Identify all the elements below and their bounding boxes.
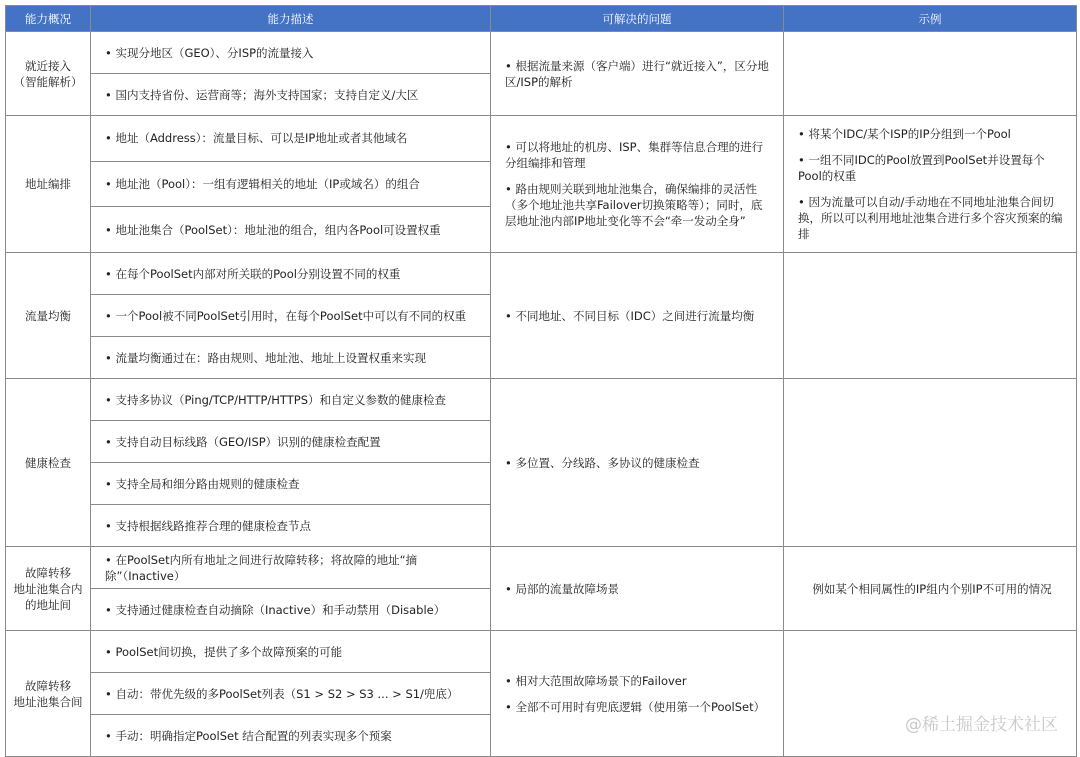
problem-item (505, 181, 771, 229)
description-cell (91, 74, 491, 116)
problem-text: 局部的流量故障场景 (515, 581, 619, 596)
category-label: 就近接入 (25, 58, 71, 73)
problem-text: 多位置、分线路、多协议的健康检查 (515, 455, 700, 470)
table-row (6, 32, 1077, 74)
category-label: 的地址间 (25, 597, 71, 612)
problem-cell (491, 253, 784, 379)
problem-item (505, 455, 771, 471)
problem-text: 相对大范围故障场景下的Failover (515, 673, 687, 688)
description-text: 支持多协议（Ping/TCP/HTTP/HTTPS）和自定义参数的健康检查 (115, 392, 447, 407)
problem-text: 路由规则关联到地址池集合，确保编排的灵活性（多个地址池共享Failover切换策略等）；同时，底层地址池内部IP地址变化等不会“牵一发动全身” (505, 182, 763, 228)
description-text: PoolSet间切换，提供了多个故障预案的可能 (115, 644, 343, 659)
description-cell (91, 631, 491, 673)
description-cell (91, 673, 491, 715)
header-problems: 可解决的问题 (491, 6, 784, 32)
example-cell (784, 631, 1077, 757)
description-text: 地址（Address）：流量目标、可以是IP地址或者其他域名 (115, 131, 408, 146)
category-cell (6, 547, 91, 631)
category-label: 地址编排 (25, 177, 71, 191)
description-text: 支持全局和细分路由规则的健康检查 (115, 476, 300, 491)
example-text: 因为流量可以自动/手动地在不同地址池集合间切换，所以可以利用地址池集合进行多个容灾预案的编排 (798, 195, 1063, 241)
description-text: 在每个PoolSet内部对所关联的Pool分别设置不同的权重 (115, 266, 401, 281)
description-text: 实现分地区（GEO）、分ISP的流量接入 (115, 45, 314, 60)
example-item (798, 152, 1066, 184)
category-label: （智能解析） (13, 74, 83, 89)
description-cell (91, 505, 491, 547)
description-text: 一个Pool被不同PoolSet引用时，在每个PoolSet中可以有不同的权重 (115, 308, 467, 323)
description-text: 支持根据线路推荐合理的健康检查节点 (115, 518, 311, 533)
header-row (6, 6, 1077, 32)
description-cell (91, 421, 491, 463)
problem-cell (491, 116, 784, 253)
category-cell (6, 32, 91, 116)
problem-text: 不同地址、不同目标（IDC）之间进行流量均衡 (515, 308, 755, 323)
example-cell (784, 379, 1077, 547)
description-text: 支持自动目标线路（GEO/ISP）识别的健康检查配置 (115, 434, 381, 449)
description-cell (91, 379, 491, 421)
description-text: 手动：明确指定PoolSet 结合配置的列表实现多个预案 (115, 728, 392, 743)
category-cell (6, 253, 91, 379)
table-row (6, 631, 1077, 673)
description-text: 支持通过健康检查自动摘除（Inactive）和手动禁用（Disable） (115, 602, 446, 617)
problem-cell (491, 379, 784, 547)
description-text: 自动：带优先级的多PoolSet列表（S1 > S2 > S3 ... > S1/兜底） (115, 686, 459, 701)
problem-cell (491, 547, 784, 631)
description-cell (91, 715, 491, 757)
header-description: 能力描述 (91, 6, 491, 32)
description-cell (91, 116, 491, 162)
example-cell (784, 32, 1077, 116)
example-cell (784, 547, 1077, 631)
problem-item (505, 139, 771, 171)
description-cell (91, 253, 491, 295)
description-text: 地址池（Pool）：一组有逻辑相关的地址（IP或域名）的组合 (115, 176, 420, 191)
table-row (6, 547, 1077, 589)
problem-text: 全部不可用时有兜底逻辑（使用第一个PoolSet） (515, 699, 766, 714)
description-cell (91, 337, 491, 379)
problem-text: 可以将地址的机房、ISP、集群等信息合理的进行分组编排和管理 (505, 140, 764, 170)
table-row (6, 116, 1077, 162)
example-text: 将某个IDC/某个ISP的IP分组到一个Pool (808, 127, 1011, 141)
example-text: 一组不同IDC的Pool放置到PoolSet并设置每个Pool的权重 (798, 153, 1045, 183)
description-cell (91, 463, 491, 505)
example-item (798, 581, 1066, 597)
description-cell (91, 547, 491, 589)
description-text: 国内支持省份、运营商等；海外支持国家；支持自定义/大区 (115, 87, 419, 102)
description-text: 在PoolSet内所有地址之间进行故障转移；将故障的地址“摘除”（Inactive） (105, 552, 418, 583)
table-row (6, 379, 1077, 421)
category-label: 健康检查 (25, 455, 71, 470)
description-cell (91, 589, 491, 631)
table-row (6, 253, 1077, 295)
header-overview: 能力概况 (6, 6, 91, 32)
problem-item (505, 699, 771, 715)
problem-cell (491, 32, 784, 116)
example-cell (784, 116, 1077, 253)
category-label: 流量均衡 (25, 308, 71, 323)
example-item (798, 194, 1066, 242)
description-cell (91, 161, 491, 207)
category-label: 故障转移 (25, 565, 71, 580)
category-cell (6, 631, 91, 757)
description-text: 流量均衡通过在：路由规则、地址池、地址上设置权重来实现 (115, 350, 426, 365)
category-label: 地址池集合内 (13, 581, 83, 596)
problem-item (505, 581, 771, 597)
problem-item (505, 308, 771, 324)
description-cell (91, 295, 491, 337)
category-cell (6, 379, 91, 547)
example-item (798, 126, 1066, 142)
problem-text: 根据流量来源（客户端）进行“就近接入”，区分地区/ISP的解析 (505, 58, 769, 89)
header-examples: 示例 (784, 6, 1077, 32)
problem-item (505, 673, 771, 689)
category-label: 地址池集合间 (13, 694, 83, 709)
capability-table (5, 5, 1077, 757)
problem-cell (491, 631, 784, 757)
category-label: 故障转移 (25, 678, 71, 693)
watermark: @稀土掘金技术社区 (905, 715, 1058, 735)
problem-item (505, 58, 771, 90)
example-cell (784, 253, 1077, 379)
example-text: 例如某个相同属性的IP组内个别IP不可用的情况 (812, 581, 1052, 596)
description-text: 地址池集合（PoolSet）：地址池的组合，组内各Pool可设置权重 (115, 222, 441, 237)
description-cell (91, 32, 491, 74)
description-cell (91, 207, 491, 253)
category-cell (6, 116, 91, 253)
